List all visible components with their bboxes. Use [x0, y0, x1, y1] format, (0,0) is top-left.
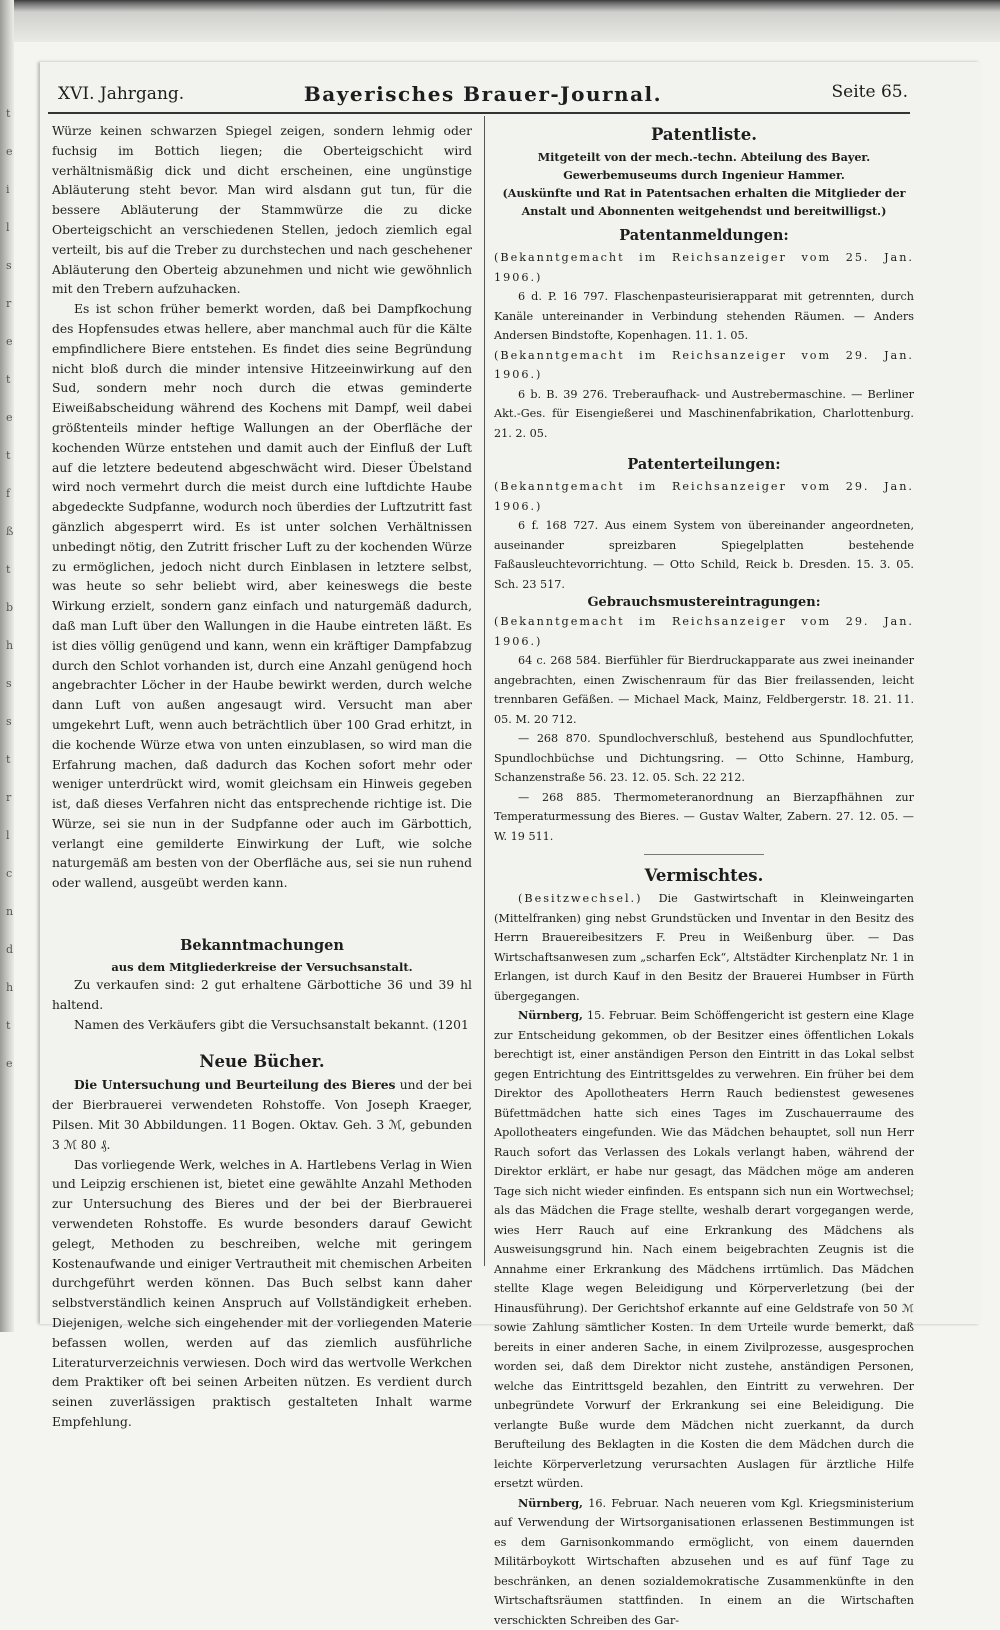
news-item	[494, 1006, 914, 1494]
news-lead: Nürnberg,	[518, 1496, 583, 1510]
margin-fragment: l	[6, 209, 22, 247]
gebrauchsmuster-entry: 64 c. 268 584. Bierfühler für Bierdruckapparate aus zwei ineinander angebrachten, einen Zwischenraum für das Bier freilassenden, leicht trennbaren Gefäßen. — Michael Mack, Mainz, Feldbergerstr. 18. 21. 11. 05. M. 20 712.	[494, 651, 914, 729]
news-item	[494, 1494, 914, 1630]
article-paragraph: Würze keinen schwarzen Spiegel zeigen, sondern lehmig oder fuchsig im Bottich liegen; die Oberteigschicht wird verhältnismäßig dick und dicht erscheinen, eine ungünstige Abläuterung steht bevor. Man wird alsdann gut tun, für die bessere Abläuterung der Stammwürze die zu dicke Oberteigschicht an verschiedenen Stellen, jedoch ziemlich egal verteilt, bis auf die Treber zu durchstechen und nach geschehener Abläuterung den Oberteig abzunehmen und nicht wie gewöhnlich mit den Trebern aufzuhacken.	[52, 122, 472, 300]
book-entry	[52, 1075, 472, 1155]
margin-fragment: t	[6, 551, 22, 589]
subsection-title-anmeldungen: Patentanmeldungen:	[494, 224, 914, 248]
margin-fragment: e	[6, 323, 22, 361]
section-divider	[644, 854, 764, 855]
margin-fragment: s	[6, 703, 22, 741]
margin-fragment: l	[6, 817, 22, 855]
margin-fragment: s	[6, 665, 22, 703]
volume-label: XVI. Jahrgang.	[58, 84, 184, 104]
page-number: Seite 65.	[832, 82, 908, 102]
publication-note: (Bekanntgemacht im Reichsanzeiger vom 25. Jan. 1906.)	[494, 248, 914, 287]
section-title-bekanntmachungen: Bekanntmachungen	[52, 934, 472, 958]
news-text: Die Gastwirtschaft in Kleinweingarten (Mittelfranken) ging nebst Grundstücken und Inventar in den Besitz des Herrn Brauereibesitzers F. Preu in Weißenburg über. — Das Wirtschaftsanwesen zum „scharfen Eck“, Altstädter Kirchenplatz Nr. 1 in Erlangen, ist durch Kauf in den Besitz der Brauerei Humbser in Fürth übergegangen.	[494, 892, 914, 1003]
journal-title: Bayerisches Brauer-Journal.	[58, 82, 908, 106]
margin-fragment: h	[6, 969, 22, 1007]
book-review: Das vorliegende Werk, welches in A. Hartlebens Verlag in Wien und Leipzig erschienen ist, bietet eine gewählte Anzahl Methoden zur Untersuchung des Bieres und der bei der Bierbrauerei verwendeten Rohstoffe. Es wurde besonders darauf Gewicht gelegt, Methoden zu beschreiben, welche mit geringem Kostenaufwande und einiger Vertrautheit mit chemischen Arbeiten durchgeführt werden können. Das Buch selbst kann daher selbstverständlich keinen Anspruch auf Vollständigkeit erheben. Diejenigen, welche sich eingehender mit der vorliegenden Materie befassen wollen, werden auf das ziemlich ausführliche Literaturverzeichnis verwiesen. Doch wird das wertvolle Werkchen dem Praktiker oft bei seinen Arbeiten nützen. Es verdient durch seinen zuverlässigen praktisch gestalteten Inhalt warme Empfehlung.	[52, 1156, 472, 1433]
news-text: 15. Februar. Beim Schöffengericht ist gestern eine Klage zur Entscheidung gekommen, ob der Besitzer eines öffentlichen Lokals berechtigt ist, einer anständigen Person den Eintritt in das Lokal selbst gegen Entrichtung des Eintrittsgeldes zu verwehren. Ein früher bei dem Direktor des Apollotheaters Herrn Rauch bediensteѕt gewesenes Büfettmädchen hatte sich eines Tages im Zuschauerraume des Apollotheaters eingefunden. Wie das Mädchen behauptet, soll nun Herr Rauch sofort das Verlassen des Lokals verlangt haben, während der Direktor erklärt, er habe nur gesagt, das Mädchen möge am anderen Tage sich nicht wieder einfinden. Es entspann sich nun ein Wortwechsel; als das Mädchen die Frage stellte, weshalb derart vorgegangen werde, wies Herr Rauch auf eine Erkrankung des Mädchens als Ausweisungsgrund hin. Nach einem beigebrachten Zeugnis ist die Annahme einer Erkrankung des Mädchens irrtümlich. Das Mädchen stellte Klage wegen Beleidigung und Körperverletzung (bei der Hinausführung). Der Gerichtshof erkannte auf eine Geldstrafe von 50 ℳ sowie Zahlung sämtlicher Kosten. In dem Urteile wurde bemerkt, daß bereits in einer anderen Sache, in einem Zivilprozesse, ausgesprochen worden sei, daß dem Direktor nicht zustehe, anständigen Personen, welche das Eintrittsgeld bezahlen, den Eintritt zu verwehren. Der unbegründete Vorwurf der Erkrankung sei eine Beleidigung. Die verlangte Buße wurde dem Mädchen nicht zuerkannt, da durch Berufteilung des Beklagten in die Kosten die dem Mädchen durch die leichte Körperverletzung verursachten Auslagen für ärztliche Hilfe ersetzt würden.	[494, 1009, 914, 1490]
margin-fragment: r	[6, 285, 22, 323]
patentliste-source: Mitgeteilt von der mech.-techn. Abteilung des Bayer. Gewerbemuseums durch Ingenieur Hammer.	[494, 148, 914, 184]
margin-fragment: ß	[6, 513, 22, 551]
page-header	[58, 78, 908, 112]
subsection-title-gebrauchsmuster: Gebrauchsmustereintragungen:	[494, 594, 914, 612]
margin-fragment: c	[6, 855, 22, 893]
patent-entry: 6 b. B. 39 276. Treberaufhack- und Austrebermaschine. — Berliner Akt.-Ges. für Eisengießerei und Maschinenfabrikation, Charlottenburg. 21. 2. 05.	[494, 385, 914, 444]
margin-fragment: n	[6, 893, 22, 931]
margin-fragment: d	[6, 931, 22, 969]
book-title: Die Untersuchung und Beurteilung des Bieres	[74, 1077, 395, 1092]
notice-paragraph: Namen des Verkäufers gibt die Versuchsanstalt bekannt. (1201	[52, 1016, 472, 1036]
patent-entry: 6 f. 168 727. Aus einem System von übereinander angeordneten, auseinander spreizbaren Spiegelplatten bestehende Faßausleuchtevorrichtung. — Otto Schild, Reick b. Dresden. 15. 3. 05. Sch. 23 517.	[494, 516, 914, 594]
margin-fragment: t	[6, 95, 22, 133]
publication-note: (Bekanntgemacht im Reichsanzeiger vom 29. Jan. 1906.)	[494, 477, 914, 516]
margin-fragment: t	[6, 437, 22, 475]
margin-fragment: e	[6, 399, 22, 437]
margin-fragment: f	[6, 475, 22, 513]
margin-fragment: r	[6, 779, 22, 817]
right-column	[494, 122, 914, 1630]
gebrauchsmuster-entry: — 268 885. Thermometeranordnung an Bierzapfhähnen zur Temperaturmessung des Bieres. — Gustav Walter, Zabern. 27. 12. 05. — W. 19 511.	[494, 788, 914, 847]
margin-fragment: t	[6, 361, 22, 399]
subsection-title-erteilungen: Patenterteilungen:	[494, 453, 914, 477]
publication-note: (Bekanntgemacht im Reichsanzeiger vom 29. Jan. 1906.)	[494, 346, 914, 385]
margin-fragment: e	[6, 1045, 22, 1083]
news-text: 16. Februar. Nach neueren vom Kgl. Kriegsministerium auf Verwendung der Wirtsorganisationen erlassenen Bestimmungen ist es dem Garnisonkommando ermöglicht, von einem dauernden Militärboykott Wirtschaften abzusehen und es auf fünf Tage zu beschränken, an denen sozialdemokratische Zusammenkünfte in den Wirtschaftsräumen stattfinden. In einem an die Wirtschaften verschickten Schreiben des Gar-	[494, 1497, 914, 1627]
article-paragraph: Es ist schon früher bemerkt worden, daß bei Dampfkochung des Hopfensudes etwas hellere, aber manchmal auch für die Kälte empfindlichere Biere entstehen. Es findet dies seine Begründung nicht bloß durch die minder intensive Hitzeeinwirkung auf den Sud, sondern mehr noch durch die etwas geminderte Eiweißabscheidung während des Kochens mit Dampf, weil dabei größtenteils minder heftige Wallungen an der Oberfläche der kochenden Würze entstehen und damit auch der Einfluß der Luft auf die letztere bedeutend abgeschwächt wird. Dieser Übelstand wird noch vermehrt durch die meist durch eine luftdichte Haube abgedeckte Sudpfanne, wodurch noch überdies der Luftzutritt fast gänzlich abgesperrt wird. Es ist unter solchen Verhältnissen unbedingt nötig, den Zutritt frischer Luft zu der kochenden Würze zu ermöglichen, jedoch nicht durch Einblasen in letztere selbst, was heute so sehr beliebt wird, aber keineswegs die beste Wirkung erzielt, sondern ganz einfach und naturgemäß dadurch, daß man Luft über den Wallungen in die Haube eintreten läßt. Es ist dies völlig genügend und kann, wenn ein kräftiger Dampfabzug durch den Schlot vorhanden ist, durch eine Anzahl genügend hoch angebrachter Löcher in der Haube bewirkt werden, durch welche dann Luft von außen angesaugt wird. Versucht man aber umgekehrt Luft, wenn auch beträchtlich über 100 Grad erhitzt, in die kochende Würze etwa von unten einzublasen, so wird man die Erfahrung machen, daß dadurch das Kochen sofort mehr oder weniger unterdrückt wird, womit gleichsam ein Hinweis gegeben ist, daß dieses Verfahren nicht das entsprechende richtige ist. Die Würze, sei sie nun in der Sudpfanne oder auch im Gärbottich, verlangt eine gemilderte Einwirkung der Luft, wie solche naturgemäß am besten von der Oberfläche aus, sei sie nun ruhend oder wallend, ausgeübt werden kann.	[52, 300, 472, 894]
news-item	[494, 889, 914, 1006]
left-column	[52, 122, 472, 1433]
patentliste-note: (Auskünfte und Rat in Patentsachen erhalten die Mitglieder der Anstalt und Abonnenten weitgehendst und bereitwilligst.)	[494, 184, 914, 220]
section-title-vermischtes: Vermischtes.	[494, 863, 914, 889]
section-subtitle: aus dem Mitgliederkreise der Versuchsanstalt.	[52, 958, 472, 976]
gebrauchsmuster-entry: — 268 870. Spundlochverschluß, bestehend aus Spundlochfutter, Spundlochbüchse und Dichtungsring. — Otto Schinne, Hamburg, Schanzenstraße 56. 23. 12. 05. Sch. 22 212.	[494, 729, 914, 788]
margin-fragment: b	[6, 589, 22, 627]
news-lead: Nürnberg,	[518, 1008, 583, 1022]
margin-fragment: t	[6, 741, 22, 779]
section-title-neue-buecher: Neue Bücher.	[52, 1049, 472, 1075]
margin-fragment: h	[6, 627, 22, 665]
margin-fragment: t	[6, 1007, 22, 1045]
margin-fragment: i	[6, 171, 22, 209]
section-title-patentliste: Patentliste.	[494, 122, 914, 148]
header-rule	[48, 112, 910, 114]
scan-top-band	[0, 0, 1000, 42]
patent-entry: 6 d. P. 16 797. Flaschenpasteurisierapparat mit getrennten, durch Kanäle untereinander in Verbindung stehenden Räumen. — Anders Andersen Bindstofte, Kopenhagen. 11. 1. 05.	[494, 287, 914, 346]
margin-fragment: e	[6, 133, 22, 171]
previous-page-edge	[6, 95, 22, 1295]
margin-fragment: s	[6, 247, 22, 285]
notice-paragraph: Zu verkaufen sind: 2 gut erhaltene Gärbottiche 36 und 39 hl haltend.	[52, 976, 472, 1016]
publication-note: (Bekanntgemacht im Reichsanzeiger vom 29. Jan. 1906.)	[494, 612, 914, 651]
book-details: und der bei der Bierbrauerei verwendeten Rohstoffe. Von Joseph Kraeger, Pilsen. Mit 30 Abbildungen. 11 Bogen. Oktav. Geh. 3 ℳ, gebunden 3 ℳ 80 ₰.	[52, 1078, 472, 1151]
column-divider	[484, 116, 485, 1266]
news-lead: (Besitzwechsel.)	[518, 892, 642, 905]
